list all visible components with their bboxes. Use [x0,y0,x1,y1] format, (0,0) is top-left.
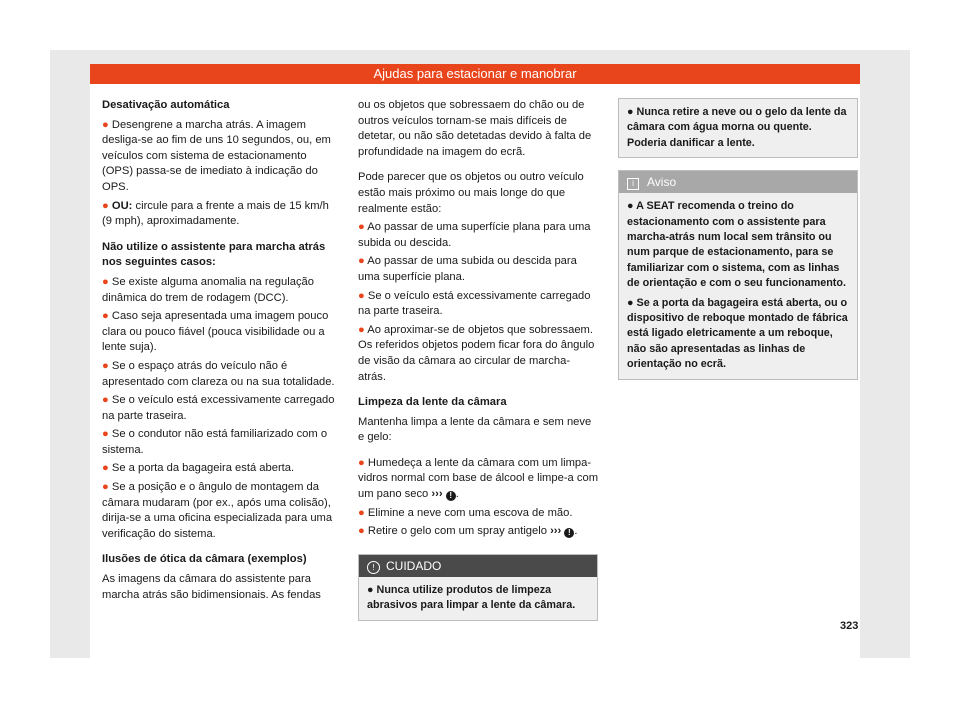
list-item: ● Ao passar de uma subida ou descida para uma superfície plana. [358,255,577,283]
column-3 [618,98,858,380]
page-number: 323 [840,620,859,632]
list-item: ● Se o espaço atrás do veículo não é apresentado com clareza ou na sua totalidade. [102,359,335,388]
chapter-header: Ajudas para estacionar e manobrar [90,64,860,84]
paragraph: ou os objetos que sobressaem do chão ou de outros veículos tornam-se mais difíceis de detetar, ou não são detetadas devido à falta de profundidade na imagem do ecrã. [358,99,592,158]
heading-lens-cleaning: Limpeza da lente da câmara [358,396,507,409]
list-item: ● Se o veículo está excessivamente carregado na parte traseira. [102,394,335,422]
reference-arrows[interactable]: ››› [431,488,443,501]
heading-do-not-use: Não utilize o assistente para marcha atrás nos seguintes casos: [102,240,326,269]
list-item: ● OU: circule para a frente a mais de 15 km/h (9 mph), aproximadamente. [102,199,329,228]
list-item: ● Se o veículo está excessivamente carregado na parte traseira. [358,289,591,318]
list-item: ● Desengrene a marcha atrás. A imagem desliga-se ao fim de uns 10 segundos, ou, em veículos com sistema de estacionamento (OPS) passa-se de imediato à indicação do OPS. [102,118,331,193]
reference-arrows[interactable]: ››› [550,525,562,538]
column-2 [358,98,598,621]
list-item: ● Se existe alguma anomalia na regulação dinâmica do trem de rodagem (DCC). [102,275,314,304]
notice-box [618,170,858,379]
list-item: ● A SEAT recomenda o treino do estacionamento com o assistente para marcha-atrás num local sem trânsito ou num parque de estacionamento, para se familiarizar com o sistema, com as linhas de orientação e com o seu funcionamento. [627,200,846,290]
heading-optical-illusions: Ilusões de ótica da câmara (exemplos) [102,553,307,566]
list-item: ● Se a porta da bagageira está aberta. [102,462,295,475]
warning-icon: ! [564,528,574,538]
list-item: ● Elimine a neve com uma escova de mão. [358,506,573,519]
caution-continued-box [618,98,858,158]
list-item: ● Retire o gelo com um spray antigelo ››› ! . [358,525,578,538]
notice-header: i Aviso [619,171,857,193]
list-item: ● Ao passar de uma superfície plana para uma subida ou descida. [358,221,591,249]
list-item: ● Se o condutor não está familiarizado com o sistema. [102,428,328,456]
caution-body: ● Nunca utilize produtos de limpeza abrasivos para limpar a lente da câmara. [359,577,597,620]
caution-continued-body: ● Nunca retire a neve ou o gelo da lente da câmara com água morna ou quente. Poderia danificar a lente. [619,99,857,157]
caution-header: ! CUIDADO [359,555,597,577]
page-content [90,84,860,658]
heading-auto-deactivation: Desativação automática [102,99,230,111]
list-item: ● Se a posição e o ângulo de montagem da câmara mudaram (por ex., após uma colisão), dirija-se a uma oficina especializada para uma verificação do sistema. [102,481,333,540]
caution-icon: ! [367,561,380,574]
list-item: ● Se a porta da bagageira está aberta, ou o dispositivo de reboque montado de fábrica está ligado eletricamente a um reboque, não são apresentadas as linhas de orientação no ecrã. [627,296,848,371]
paragraph: Mantenha limpa a lente da câmara e sem neve e gelo: [358,415,592,444]
list-item: ● Ao aproximar-se de objetos que sobressaem. Os referidos objetos podem ficar fora do ângulo de visão da câmara ao circular de marcha-atrás. [358,323,595,383]
warning-icon: ! [446,491,456,501]
paragraph: Pode parecer que os objetos ou outro veículo estão mais próximo ou mais longe do que realmente estão: [358,171,584,215]
info-icon: i [627,178,639,190]
notice-body [619,193,857,378]
list-item: ● Humedeça a lente da câmara com um limpa-vidros normal com base de álcool e limpe-a com um pano seco ››› ! . [358,456,599,501]
caution-box [358,554,598,621]
list-item: ● Caso seja apresentada uma imagem pouco clara ou pouco fiável (pouca visibilidade ou a lente suja). [102,310,329,354]
column-1 [102,98,338,606]
paragraph: As imagens da câmara do assistente para marcha atrás são bidimensionais. As fendas [102,573,321,601]
